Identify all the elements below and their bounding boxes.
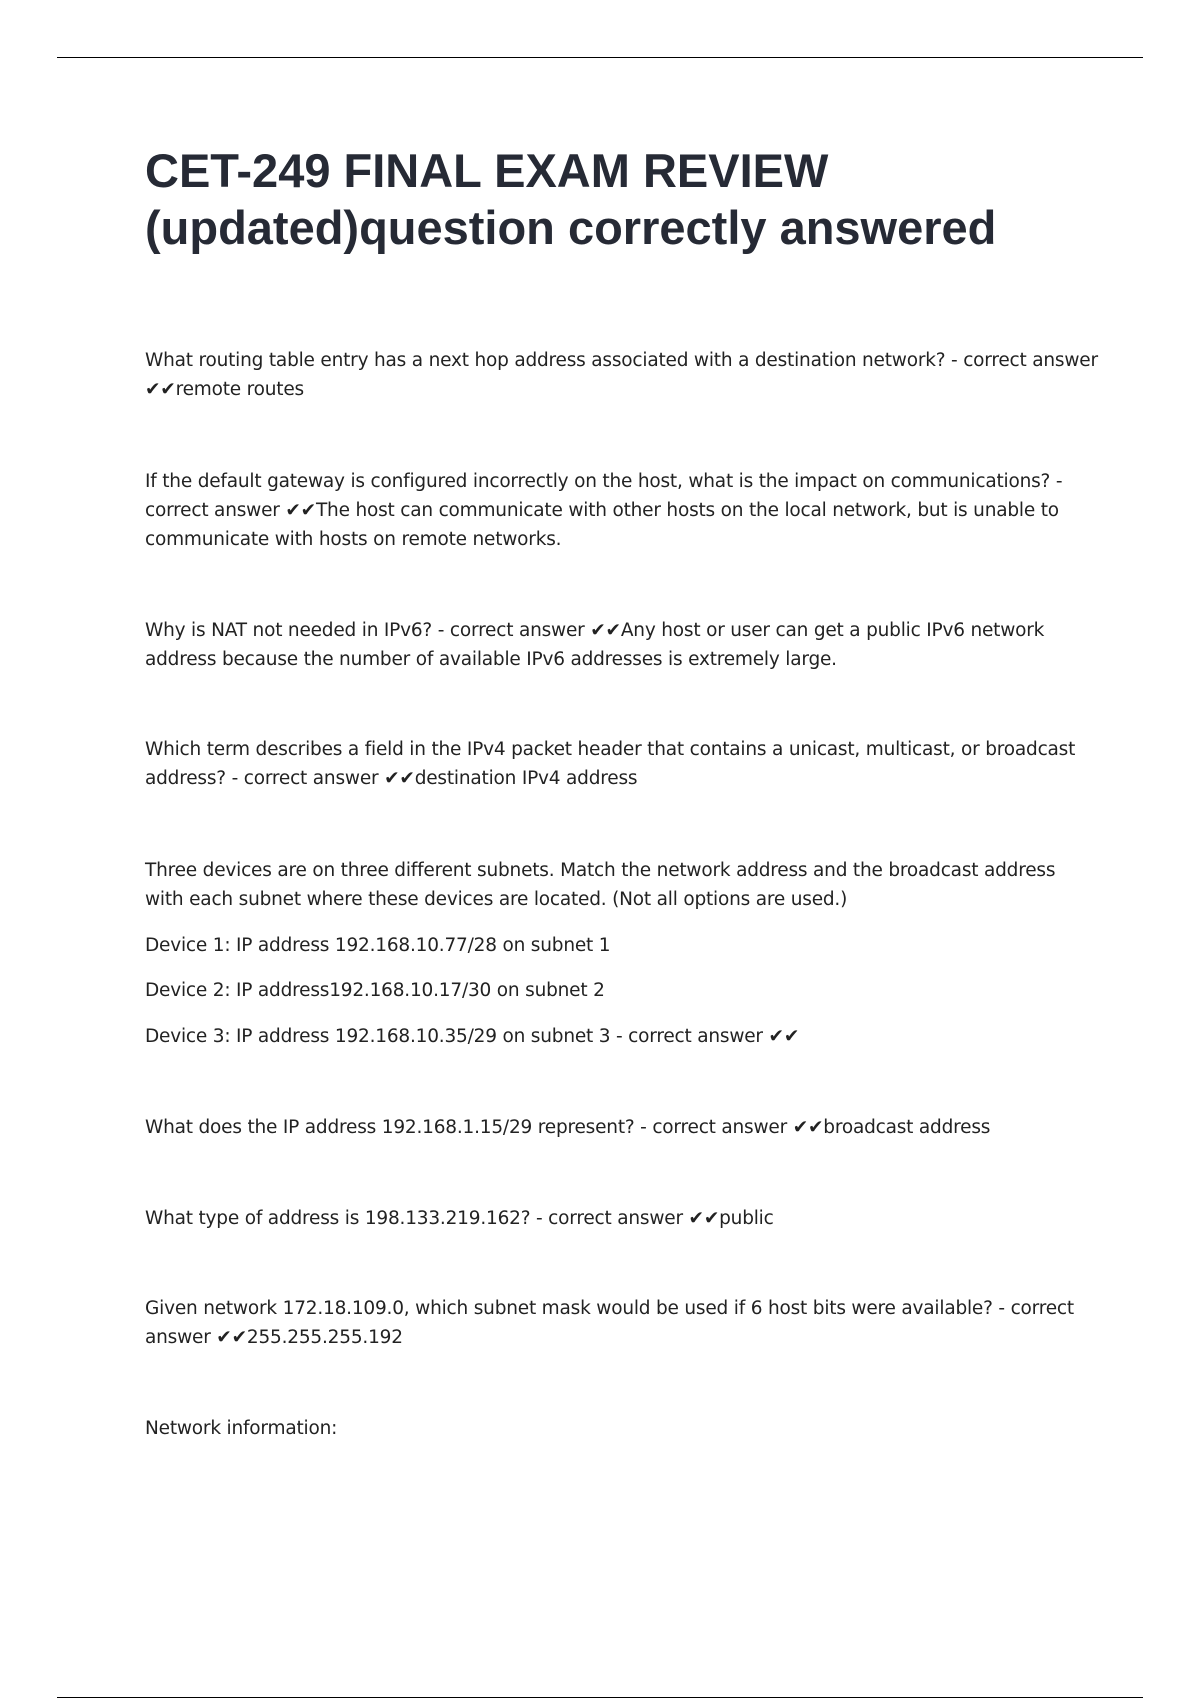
text-line: If the default gateway is configured incorrectly on the host, what is the impact on communications? -: [145, 471, 1063, 492]
qa-paragraph: [145, 735, 1095, 793]
qa-paragraph: [145, 856, 1095, 914]
qa-paragraph: [145, 467, 1095, 554]
device-line: [145, 1022, 1095, 1051]
text-line: address because the number of available IPv6 addresses is extremely large.: [145, 649, 837, 670]
page-title: [145, 142, 1095, 256]
text-line: Three devices are on three different subnets. Match the network address and the broadcast address: [145, 860, 1056, 881]
title-line: CET-249 FINAL EXAM REVIEW: [145, 144, 829, 197]
qa-paragraph: [145, 1113, 1095, 1142]
qa-paragraph: [145, 1204, 1095, 1233]
bottom-rule: [57, 1697, 1143, 1698]
text-line: address? - correct answer ✔✔destination IPv4 address: [145, 768, 638, 789]
text-line: Device 3: IP address 192.168.10.35/29 on subnet 3 - correct answer ✔✔: [145, 1026, 800, 1047]
text-line: ✔✔remote routes: [145, 379, 304, 400]
text-line: Given network 172.18.109.0, which subnet mask would be used if 6 host bits were available? - correct: [145, 1298, 1074, 1319]
qa-paragraph: [145, 1414, 1095, 1443]
qa-paragraph: [145, 346, 1098, 404]
text-line: Network information:: [145, 1418, 338, 1439]
text-line: What routing table entry has a next hop address associated with a destination network? - correct answer: [145, 350, 1098, 371]
text-line: Device 2: IP address192.168.10.17/30 on subnet 2: [145, 980, 605, 1001]
text-line: communicate with hosts on remote networks.: [145, 529, 562, 550]
text-line: What does the IP address 192.168.1.15/29 represent? - correct answer ✔✔broadcast address: [145, 1117, 991, 1138]
text-line: correct answer ✔✔The host can communicate with other hosts on the local network, but is unable to: [145, 500, 1059, 521]
title-line: (updated)question correctly answered: [145, 201, 997, 254]
qa-paragraph: [145, 1294, 1095, 1352]
text-line: Which term describes a field in the IPv4 packet header that contains a unicast, multicast, or broadcast: [145, 739, 1076, 760]
text-line: with each subnet where these devices are located. (Not all options are used.): [145, 889, 848, 910]
text-line: What type of address is 198.133.219.162? - correct answer ✔✔public: [145, 1208, 774, 1229]
qa-paragraph: [145, 616, 1095, 674]
text-line: Device 1: IP address 192.168.10.77/28 on subnet 1: [145, 935, 611, 956]
text-line: Why is NAT not needed in IPv6? - correct answer ✔✔Any host or user can get a public IPv6 network: [145, 620, 1045, 641]
text-line: answer ✔✔255.255.255.192: [145, 1327, 403, 1348]
device-line: [145, 976, 1095, 1005]
top-rule: [57, 57, 1143, 58]
device-line: [145, 931, 1095, 960]
